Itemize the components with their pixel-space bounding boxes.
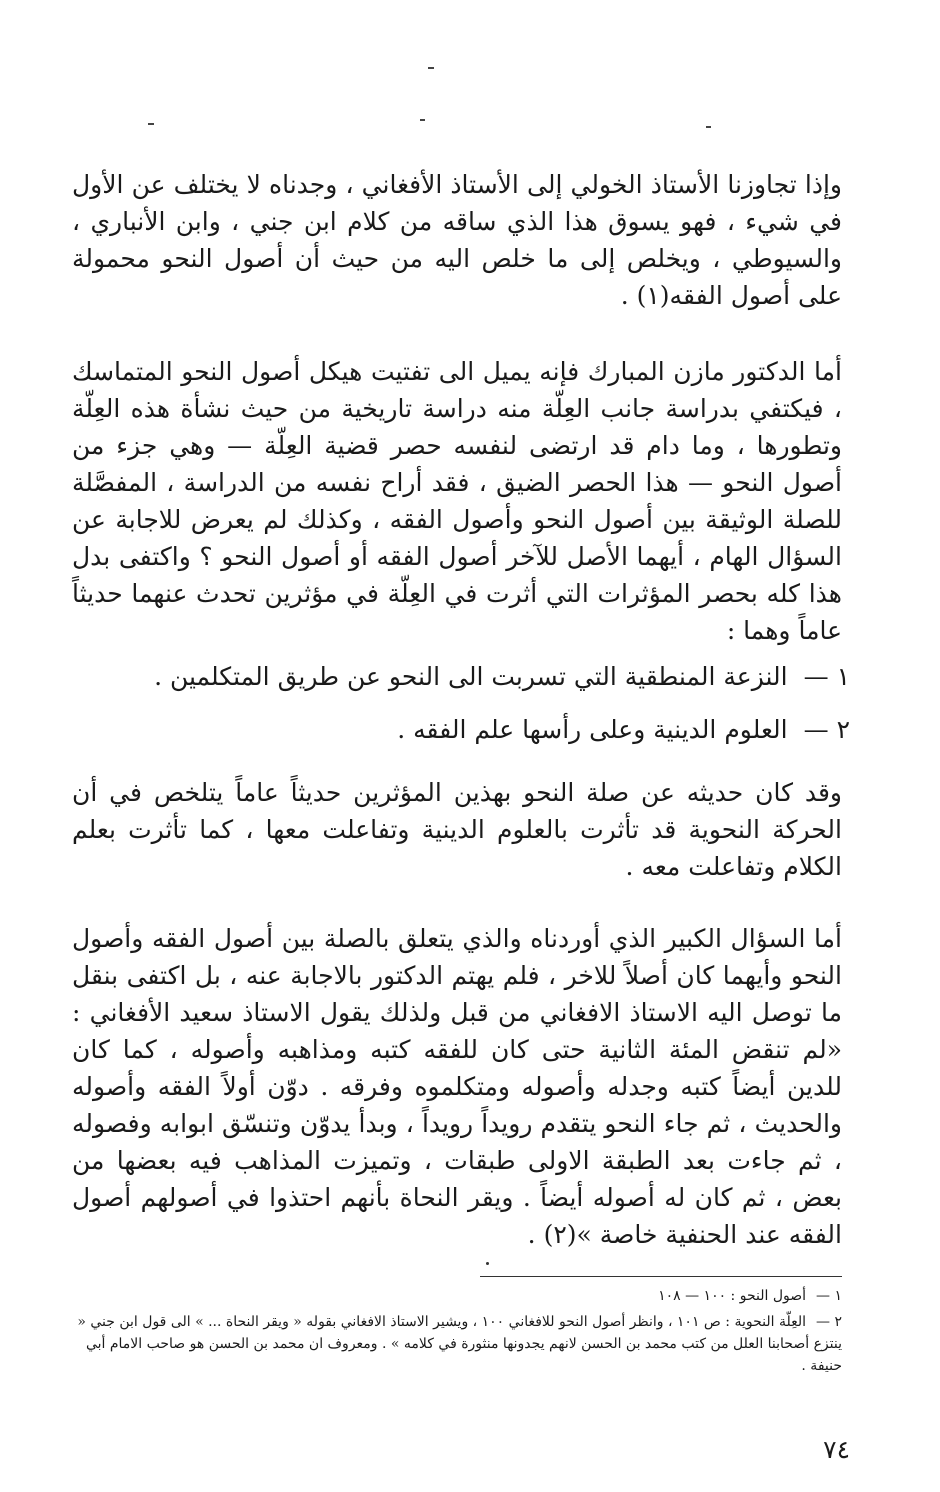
footnote-text: العِلّة النحوية : ص ١٠١ ، وانظر أصول النحو للافغاني ١٠٠ ، ويشير الاستاذ الافغاني بقوله « ويقر النحاة ... » الى قول ابن جني « ينتزع أصحابنا العلل من كتب محمد بن الحسن لانهم يجدونها منثورة في كلامه » . ومعروف ان محمد بن الحسن هو صاحب الامام أبي حنيفة .: [77, 1314, 842, 1374]
scan-speck: [420, 119, 425, 121]
list-item-text: العلوم الدينية وعلى رأسها علم الفقه .: [397, 715, 788, 744]
footnote-text: أصول النحو : ١٠٠ — ١٠٨: [658, 1288, 807, 1304]
footnote-number: ١ —: [816, 1288, 842, 1304]
footnote-2: [72, 1311, 842, 1377]
scan-speck: [148, 123, 154, 125]
footnote-separator: [480, 1276, 842, 1277]
scan-speck: [428, 67, 434, 69]
paragraph-3: وقد كان حديثه عن صلة النحو بهذين المؤثرين حديثاً عاماً يتلخص في أن الحركة النحوية قد تأثرت بالعلوم الدينية وتفاعلت معها ، كما تأثرت بعلم الكلام وتفاعلت معه .: [72, 778, 842, 881]
footnote-number: ٢ —: [816, 1314, 842, 1330]
list-item-number: ٢ —: [803, 715, 850, 744]
scan-speck: [706, 126, 711, 128]
footnote-mark: [486, 1262, 489, 1265]
list-item-text: النزعة المنطقية التي تسربت الى النحو عن طريق المتكلمين .: [154, 662, 788, 691]
list-item-1: [150, 658, 850, 695]
paragraph-4: أما السؤال الكبير الذي أوردناه والذي يتعلق بالصلة بين أصول الفقه وأصول النحو وأيهما كان أصلاً للاخر ، فلم يهتم الدكتور بالاجابة عنه ، بل اكتفى بنقل ما توصل اليه الاستاذ الافغاني من قبل ولذلك يقول الاستاذ سعيد الأفغاني : «لم تنقض المئة الثانية حتى كان للفقه كتبه ومذاهبه وأصوله ، كما كان للدين أيضاً كتبه وجدله وأصوله ومتكلموه وفرقه . دوّن أولاً الفقه وأصوله والحديث ، ثم جاء النحو يتقدم رويداً رويداً ، وبدأ يدوّن وتنسّق ابوابه وفصوله ، ثم جاءت بعد الطبقة الاولى طبقات ، وتميزت المذاهب فيه بعضها من بعض ، ثم كان له أصوله أيضاً . ويقر النحاة بأنهم احتذوا في أصولهم أصول الفقه عند الحنفية خاصة »(٢) .: [72, 924, 842, 1249]
footnote-1: [72, 1285, 842, 1307]
paragraph-2: أما الدكتور مازن المبارك فإنه يميل الى تفتيت هيكل أصول النحو المتماسك ، فيكتفي بدراسة جانب العِلّة منه دراسة تاريخية من حيث نشأة هذه العِلّة وتطورها ، وما دام قد ارتضى لنفسه حصر قضية العِلّة — وهي جزء من أصول النحو — هذا الحصر الضيق ، فقد أراح نفسه من الدراسة ، المفصَّلة للصلة الوثيقة بين أصول النحو وأصول الفقه ، وكذلك لم يعرض للاجابة عن السؤال الهام ، أيهما الأصل للآخر أصول الفقه أو أصول النحو ؟ واكتفى بدل هذا كله بحصر المؤثرات التي أثرت في العِلّة في مؤثرين تحدث عنهما حديثاً عاماً وهما :: [72, 357, 843, 645]
list-item-number: ١ —: [803, 662, 850, 691]
paragraph-1: وإذا تجاوزنا الأستاذ الخولي إلى الأستاذ الأفغاني ، وجدناه لا يختلف عن الأول في شيء ، فهو يسوق هذا الذي ساقه من كلام ابن جني ، وابن الأنباري ، والسيوطي ، ويخلص إلى ما خلص اليه من حيث أن أصول النحو محمولة على أصول الفقه(١) .: [72, 170, 842, 310]
page-number: ٧٤: [823, 1435, 850, 1464]
list-item-2: [150, 711, 850, 748]
